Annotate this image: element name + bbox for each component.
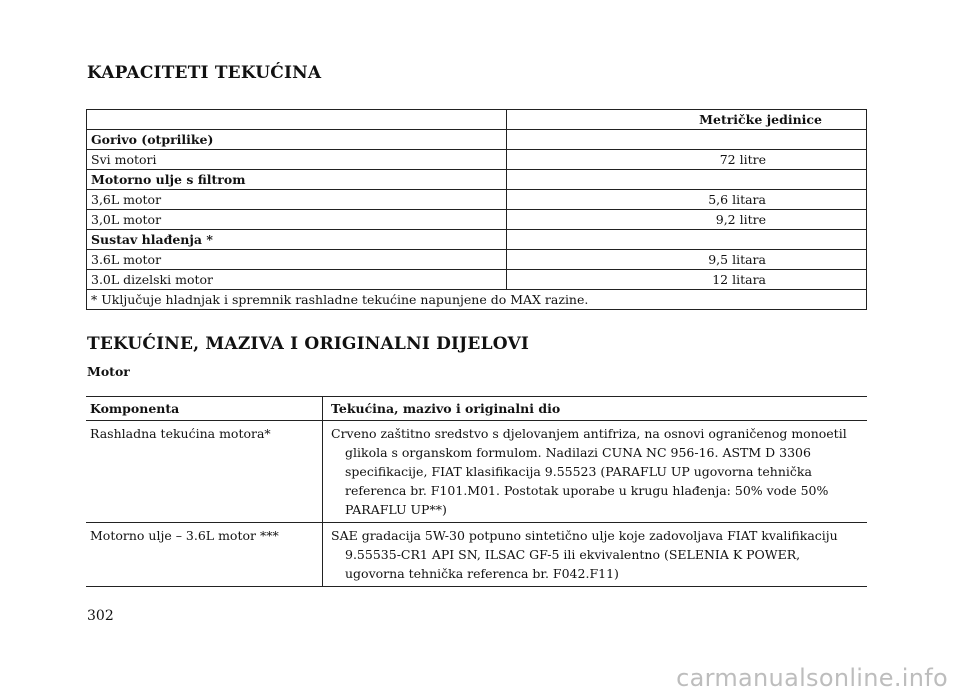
table-row (87, 170, 867, 190)
table-header-empty (87, 110, 507, 130)
col-header-component: Komponenta (86, 397, 323, 421)
row-value (507, 170, 867, 190)
table-row (87, 230, 867, 250)
row-label: Svi motori (87, 150, 507, 170)
row-label: 3,6L motor (87, 190, 507, 210)
table-row (87, 190, 867, 210)
table-row (86, 421, 867, 523)
table-header-row (87, 110, 867, 130)
row-label: 3,0L motor (87, 210, 507, 230)
units-header: Metričke jedinice (507, 110, 867, 130)
section-title-fluids: TEKUĆINE, MAZIVA I ORIGINALNI DIJELOVI (87, 334, 529, 354)
row-label: 3.6L motor (87, 250, 507, 270)
row-label: Motorno ulje s filtrom (87, 170, 507, 190)
fluid-cell-wrap (323, 523, 868, 587)
table-row (87, 270, 867, 290)
row-value (507, 230, 867, 250)
table-row (87, 250, 867, 270)
fluids-table (86, 396, 867, 587)
row-value: 9,2 litre (507, 210, 867, 230)
fluid-cell: SAE gradacija 5W-30 potpuno sintetično ulje koje zadovoljava FIAT kvalifikaciju 9.55535-CR1 API SN, ILSAC GF-5 ili ekvivalentno (SELENIA K POWER, ugovorna tehnička referenca br. F042.F11) (331, 528, 838, 581)
page-number: 302 (87, 608, 114, 624)
capacities-table (86, 109, 867, 310)
row-value: 9,5 litara (507, 250, 867, 270)
row-value: 12 litara (507, 270, 867, 290)
row-label: Sustav hlađenja * (87, 230, 507, 250)
row-label: 3.0L dizelski motor (87, 270, 507, 290)
row-value: 5,6 litara (507, 190, 867, 210)
footnote: * Uključuje hladnjak i spremnik rashladne tekućine napunjene do MAX razine. (87, 290, 867, 310)
fluid-cell-wrap (323, 421, 868, 523)
row-value (507, 130, 867, 150)
component-cell: Motorno ulje – 3.6L motor *** (86, 523, 323, 587)
table-header-row (86, 397, 867, 421)
table-row (87, 130, 867, 150)
row-label: Gorivo (otprilike) (87, 130, 507, 150)
footnote-row (87, 290, 867, 310)
watermark: carmanualsonline.info (676, 664, 948, 692)
table-row (87, 150, 867, 170)
fluid-cell: Crveno zaštitno sredstvo s djelovanjem antifriza, na osnovi ograničenog monoetil glikola s organskom formulom. Nadilazi CUNA NC 956-16. ASTM D 3306 specifikacije, FIAT klasifikacija 9.55523 (PARAFLU UP ugovorna tehnička referenca br. F101.M01. Postotak uporabe u krugu hlađenja: 50% vode 50% PARAFLU UP**) (331, 426, 847, 517)
section-title-capacities: KAPACITETI TEKUĆINA (87, 63, 322, 83)
col-header-fluid: Tekućina, mazivo i originalni dio (323, 397, 868, 421)
subsection-title: Motor (87, 364, 130, 379)
table-row (86, 523, 867, 587)
row-value: 72 litre (507, 150, 867, 170)
component-cell: Rashladna tekućina motora* (86, 421, 323, 523)
table-row (87, 210, 867, 230)
